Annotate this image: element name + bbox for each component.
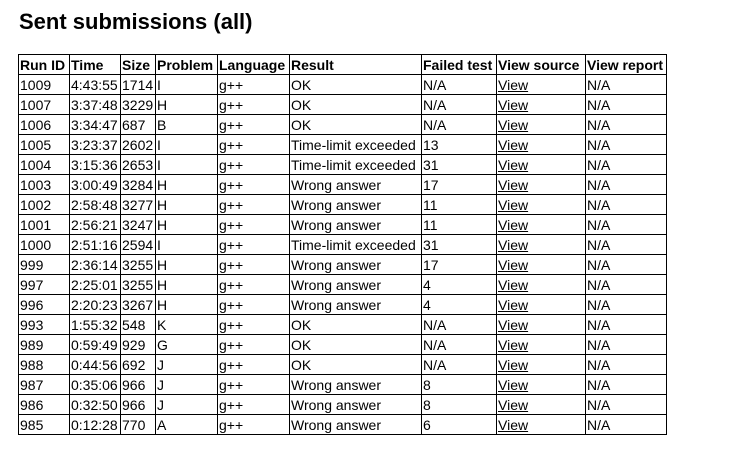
cell-run-id: 988 <box>19 355 70 375</box>
view-source-link[interactable]: View <box>498 216 529 233</box>
table-row <box>19 115 667 135</box>
cell-view-report: N/A <box>586 395 667 415</box>
header-size: Size <box>121 55 156 75</box>
cell-view-source <box>497 195 586 215</box>
view-source-link[interactable]: View <box>498 376 529 393</box>
table-row <box>19 415 667 435</box>
cell-size: 966 <box>121 375 156 395</box>
cell-problem: J <box>156 395 218 415</box>
cell-view-report: N/A <box>586 155 667 175</box>
table-row <box>19 255 667 275</box>
cell-view-report: N/A <box>586 175 667 195</box>
cell-view-report: N/A <box>586 295 667 315</box>
cell-failed-test: 4 <box>422 295 497 315</box>
cell-language: g++ <box>218 315 290 335</box>
cell-view-source <box>497 215 586 235</box>
header-failed-test: Failed test <box>422 55 497 75</box>
cell-language: g++ <box>218 155 290 175</box>
cell-view-report: N/A <box>586 375 667 395</box>
cell-run-id: 1007 <box>19 95 70 115</box>
cell-view-source <box>497 295 586 315</box>
cell-run-id: 996 <box>19 295 70 315</box>
cell-view-source <box>497 95 586 115</box>
header-result: Result <box>290 55 422 75</box>
cell-time: 3:37:48 <box>70 95 121 115</box>
cell-view-source <box>497 135 586 155</box>
cell-failed-test: 8 <box>422 375 497 395</box>
cell-result: Time-limit exceeded <box>290 235 422 255</box>
table-row <box>19 275 667 295</box>
view-source-link[interactable]: View <box>498 356 529 373</box>
cell-size: 548 <box>121 315 156 335</box>
cell-language: g++ <box>218 135 290 155</box>
cell-view-report: N/A <box>586 215 667 235</box>
cell-failed-test: 4 <box>422 275 497 295</box>
cell-problem: H <box>156 295 218 315</box>
cell-size: 687 <box>121 115 156 135</box>
table-row <box>19 135 667 155</box>
cell-view-report: N/A <box>586 75 667 95</box>
cell-failed-test: 13 <box>422 135 497 155</box>
cell-size: 2653 <box>121 155 156 175</box>
cell-view-report: N/A <box>586 195 667 215</box>
cell-size: 3247 <box>121 215 156 235</box>
cell-language: g++ <box>218 115 290 135</box>
cell-problem: J <box>156 375 218 395</box>
view-source-link[interactable]: View <box>498 316 529 333</box>
view-source-link[interactable]: View <box>498 76 529 93</box>
cell-view-report: N/A <box>586 355 667 375</box>
cell-result: OK <box>290 95 422 115</box>
cell-view-source <box>497 235 586 255</box>
cell-failed-test: N/A <box>422 95 497 115</box>
cell-time: 2:56:21 <box>70 215 121 235</box>
submissions-table <box>18 54 667 435</box>
header-view-source: View source <box>497 55 586 75</box>
cell-language: g++ <box>218 195 290 215</box>
cell-language: g++ <box>218 175 290 195</box>
cell-problem: H <box>156 175 218 195</box>
cell-problem: H <box>156 255 218 275</box>
cell-failed-test: N/A <box>422 75 497 95</box>
cell-size: 770 <box>121 415 156 435</box>
cell-size: 3267 <box>121 295 156 315</box>
cell-language: g++ <box>218 335 290 355</box>
cell-language: g++ <box>218 415 290 435</box>
cell-time: 0:12:28 <box>70 415 121 435</box>
cell-view-source <box>497 415 586 435</box>
table-row <box>19 395 667 415</box>
cell-language: g++ <box>218 355 290 375</box>
cell-result: Wrong answer <box>290 215 422 235</box>
table-row <box>19 195 667 215</box>
cell-size: 3255 <box>121 275 156 295</box>
table-row <box>19 155 667 175</box>
cell-run-id: 993 <box>19 315 70 335</box>
cell-problem: H <box>156 275 218 295</box>
cell-run-id: 1000 <box>19 235 70 255</box>
table-header-row <box>19 55 667 75</box>
table-body <box>19 75 667 435</box>
cell-time: 3:34:47 <box>70 115 121 135</box>
view-source-link[interactable]: View <box>498 236 529 253</box>
cell-view-report: N/A <box>586 95 667 115</box>
cell-failed-test: N/A <box>422 355 497 375</box>
cell-view-source <box>497 275 586 295</box>
cell-problem: H <box>156 215 218 235</box>
cell-failed-test: 17 <box>422 175 497 195</box>
cell-result: Wrong answer <box>290 255 422 275</box>
view-source-link[interactable]: View <box>498 416 529 433</box>
cell-failed-test: 8 <box>422 395 497 415</box>
cell-problem: B <box>156 115 218 135</box>
cell-run-id: 1003 <box>19 175 70 195</box>
view-source-link[interactable]: View <box>498 336 529 353</box>
cell-time: 0:35:06 <box>70 375 121 395</box>
page-title: Sent submissions (all) <box>19 9 253 34</box>
cell-view-source <box>497 375 586 395</box>
cell-failed-test: 6 <box>422 415 497 435</box>
cell-problem: I <box>156 155 218 175</box>
cell-time: 3:15:36 <box>70 155 121 175</box>
cell-run-id: 1005 <box>19 135 70 155</box>
cell-result: OK <box>290 75 422 95</box>
cell-failed-test: N/A <box>422 315 497 335</box>
cell-size: 3284 <box>121 175 156 195</box>
cell-run-id: 989 <box>19 335 70 355</box>
cell-result: Wrong answer <box>290 275 422 295</box>
cell-result: OK <box>290 335 422 355</box>
view-source-link[interactable]: View <box>498 396 529 413</box>
table-row <box>19 235 667 255</box>
cell-run-id: 1004 <box>19 155 70 175</box>
cell-view-report: N/A <box>586 415 667 435</box>
cell-view-report: N/A <box>586 115 667 135</box>
view-source-link[interactable]: View <box>498 276 529 293</box>
view-source-link[interactable]: View <box>498 156 529 173</box>
cell-view-source <box>497 355 586 375</box>
cell-time: 2:25:01 <box>70 275 121 295</box>
cell-view-report: N/A <box>586 335 667 355</box>
cell-failed-test: 11 <box>422 215 497 235</box>
cell-result: Wrong answer <box>290 295 422 315</box>
cell-run-id: 1009 <box>19 75 70 95</box>
table-row <box>19 355 667 375</box>
view-source-link[interactable]: View <box>498 116 529 133</box>
cell-problem: H <box>156 195 218 215</box>
cell-size: 966 <box>121 395 156 415</box>
cell-view-report: N/A <box>586 135 667 155</box>
cell-view-report: N/A <box>586 235 667 255</box>
cell-size: 3277 <box>121 195 156 215</box>
cell-view-report: N/A <box>586 255 667 275</box>
cell-time: 2:20:23 <box>70 295 121 315</box>
cell-problem: K <box>156 315 218 335</box>
table-row <box>19 375 667 395</box>
cell-size: 3229 <box>121 95 156 115</box>
view-source-link[interactable]: View <box>498 136 529 153</box>
cell-time: 3:00:49 <box>70 175 121 195</box>
cell-problem: I <box>156 235 218 255</box>
cell-language: g++ <box>218 95 290 115</box>
cell-result: Wrong answer <box>290 395 422 415</box>
header-language: Language <box>218 55 290 75</box>
table-row <box>19 335 667 355</box>
cell-view-source <box>497 255 586 275</box>
cell-time: 2:51:16 <box>70 235 121 255</box>
cell-run-id: 1002 <box>19 195 70 215</box>
cell-view-source <box>497 175 586 195</box>
cell-view-source <box>497 315 586 335</box>
cell-size: 929 <box>121 335 156 355</box>
cell-size: 2602 <box>121 135 156 155</box>
cell-view-report: N/A <box>586 275 667 295</box>
view-source-link[interactable]: View <box>498 196 529 213</box>
cell-run-id: 1006 <box>19 115 70 135</box>
table-row <box>19 215 667 235</box>
cell-time: 3:23:37 <box>70 135 121 155</box>
view-source-link[interactable]: View <box>498 96 529 113</box>
cell-problem: A <box>156 415 218 435</box>
view-source-link[interactable]: View <box>498 256 529 273</box>
cell-problem: H <box>156 95 218 115</box>
table-row <box>19 295 667 315</box>
cell-language: g++ <box>218 235 290 255</box>
view-source-link[interactable]: View <box>498 176 529 193</box>
cell-language: g++ <box>218 375 290 395</box>
table-row <box>19 95 667 115</box>
view-source-link[interactable]: View <box>498 296 529 313</box>
cell-time: 0:32:50 <box>70 395 121 415</box>
cell-problem: I <box>156 135 218 155</box>
cell-language: g++ <box>218 395 290 415</box>
cell-view-report: N/A <box>586 315 667 335</box>
cell-run-id: 999 <box>19 255 70 275</box>
cell-view-source <box>497 115 586 135</box>
cell-language: g++ <box>218 295 290 315</box>
cell-language: g++ <box>218 215 290 235</box>
cell-result: Time-limit exceeded <box>290 155 422 175</box>
cell-problem: I <box>156 75 218 95</box>
cell-failed-test: 31 <box>422 155 497 175</box>
cell-language: g++ <box>218 275 290 295</box>
cell-failed-test: 11 <box>422 195 497 215</box>
cell-failed-test: N/A <box>422 115 497 135</box>
cell-time: 0:59:49 <box>70 335 121 355</box>
header-time: Time <box>70 55 121 75</box>
cell-view-source <box>497 335 586 355</box>
cell-result: Wrong answer <box>290 375 422 395</box>
cell-time: 1:55:32 <box>70 315 121 335</box>
cell-time: 2:58:48 <box>70 195 121 215</box>
header-run-id: Run ID <box>19 55 70 75</box>
table-row <box>19 75 667 95</box>
cell-run-id: 1001 <box>19 215 70 235</box>
cell-size: 1714 <box>121 75 156 95</box>
table-row <box>19 175 667 195</box>
cell-result: OK <box>290 355 422 375</box>
cell-language: g++ <box>218 255 290 275</box>
header-view-report: View report <box>586 55 667 75</box>
cell-time: 0:44:56 <box>70 355 121 375</box>
cell-problem: J <box>156 355 218 375</box>
cell-size: 692 <box>121 355 156 375</box>
cell-view-source <box>497 75 586 95</box>
cell-failed-test: 17 <box>422 255 497 275</box>
cell-run-id: 986 <box>19 395 70 415</box>
cell-size: 3255 <box>121 255 156 275</box>
cell-language: g++ <box>218 75 290 95</box>
cell-run-id: 985 <box>19 415 70 435</box>
cell-view-source <box>497 155 586 175</box>
cell-result: Time-limit exceeded <box>290 135 422 155</box>
cell-problem: G <box>156 335 218 355</box>
table-row <box>19 315 667 335</box>
cell-time: 4:43:55 <box>70 75 121 95</box>
cell-size: 2594 <box>121 235 156 255</box>
cell-result: Wrong answer <box>290 415 422 435</box>
cell-run-id: 987 <box>19 375 70 395</box>
cell-failed-test: N/A <box>422 335 497 355</box>
cell-failed-test: 31 <box>422 235 497 255</box>
cell-view-source <box>497 395 586 415</box>
cell-time: 2:36:14 <box>70 255 121 275</box>
cell-result: OK <box>290 115 422 135</box>
cell-result: Wrong answer <box>290 195 422 215</box>
header-problem: Problem <box>156 55 218 75</box>
cell-result: Wrong answer <box>290 175 422 195</box>
cell-result: OK <box>290 315 422 335</box>
cell-run-id: 997 <box>19 275 70 295</box>
